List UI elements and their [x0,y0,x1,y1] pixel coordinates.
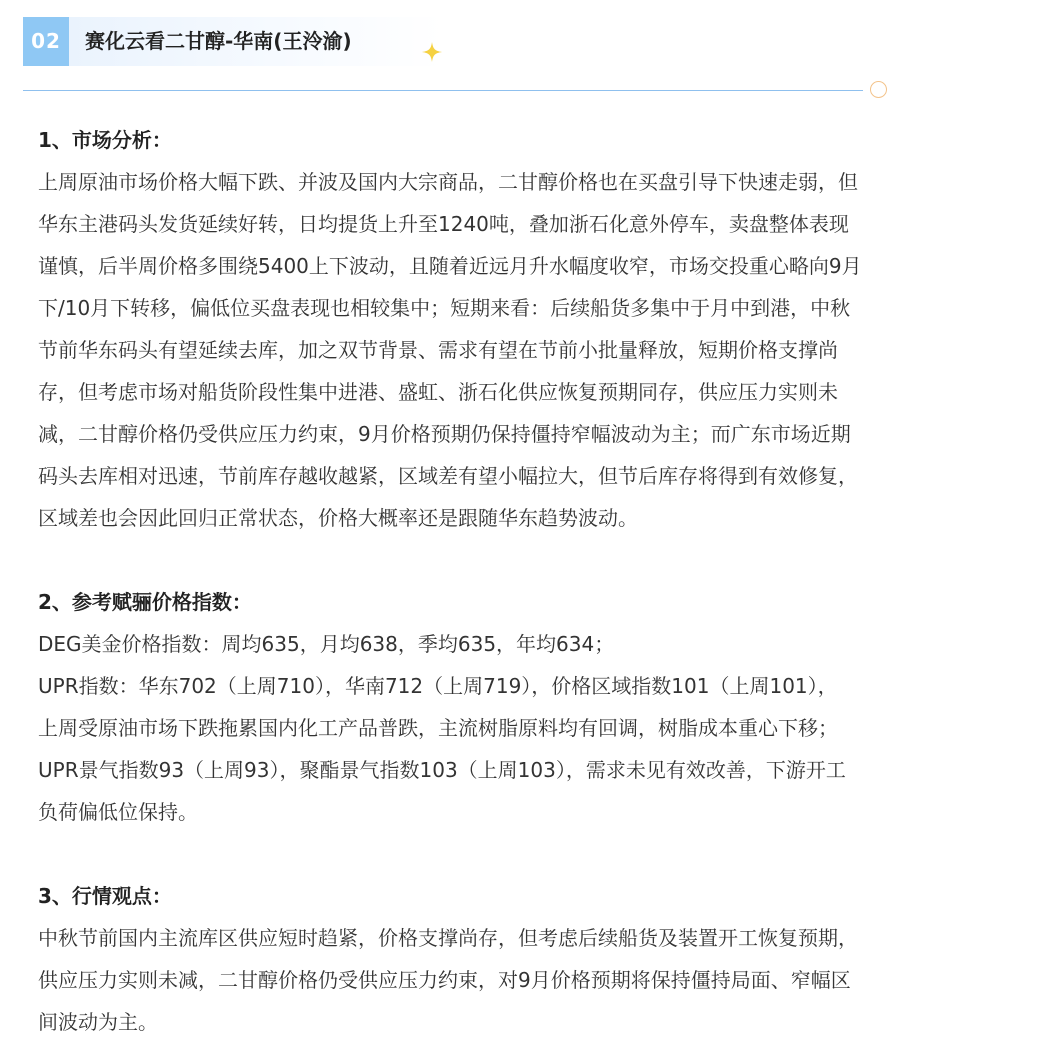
header-divider-line [23,90,863,91]
section-market-analysis [38,119,1038,539]
paragraph-line: 间波动为主。 [38,1010,158,1034]
paragraph-line: UPR景气指数93（上周93），聚酯景气指数103（上周103），需求未见有效改善，下游开工 [38,758,846,782]
paragraph-line: 华东主港码头发货延续好转，日均提货上升至1240吨，叠加浙石化意外停车，卖盘整体表现 [38,212,849,236]
section-title: 3、行情观点： [38,884,172,908]
paragraph-line: 中秋节前国内主流库区供应短时趋紧，价格支撑尚存，但考虑后续船货及装置开工恢复预期， [38,926,858,950]
paragraph-line: 谨慎，后半周价格多围绕5400上下波动，且随着近远月升水幅度收窄，市场交投重心略向9月 [38,254,862,278]
article-body [38,119,1038,1043]
ring-decoration-icon [870,81,887,98]
paragraph-line: 码头去库相对迅速，节前库存越收越紧，区域差有望小幅拉大，但节后库存将得到有效修复， [38,464,858,488]
section-spacer [38,833,1038,875]
paragraph-line: DEG美金价格指数：周均635，月均638，季均635，年均634； [38,632,615,656]
section-number-badge: 02 [23,17,69,66]
paragraph-line: UPR指数：华东702（上周710），华南712（上周719），价格区域指数101（上周101）， [38,674,838,698]
paragraph-line: 上周原油市场价格大幅下跌、并波及国内大宗商品，二甘醇价格也在买盘引导下快速走弱，但 [38,170,858,194]
sparkle-icon [421,41,443,63]
paragraph-line: 减，二甘醇价格仍受供应压力约束，9月价格预期仍保持僵持窄幅波动为主；而广东市场近期 [38,422,851,446]
section-header [23,17,443,66]
section-title: 2、参考赋骊价格指数： [38,590,252,614]
section-header-title: 赛化云看二甘醇-华南(王泠渝) [85,29,352,53]
paragraph-line: 上周受原油市场下跌拖累国内化工产品普跌，主流树脂原料均有回调，树脂成本重心下移； [38,716,838,740]
section-title: 1、市场分析： [38,128,172,152]
paragraph-line: 节前华东码头有望延续去库，加之双节背景、需求有望在节前小批量释放，短期价格支撑尚 [38,338,838,362]
paragraph-line: 下/10月下转移，偏低位买盘表现也相较集中；短期来看：后续船货多集中于月中到港，中秋 [38,296,851,320]
section-spacer [38,539,1038,581]
paragraph-line: 负荷偏低位保持。 [38,800,198,824]
paragraph-line: 存，但考虑市场对船货阶段性集中进港、盛虹、浙石化供应恢复预期同存，供应压力实则未 [38,380,838,404]
paragraph-line: 供应压力实则未减，二甘醇价格仍受供应压力约束，对9月价格预期将保持僵持局面、窄幅区 [38,968,851,992]
section-market-view [38,875,1038,1043]
section-price-index [38,581,1038,833]
paragraph-line: 区域差也会因此回归正常状态，价格大概率还是跟随华东趋势波动。 [38,506,638,530]
